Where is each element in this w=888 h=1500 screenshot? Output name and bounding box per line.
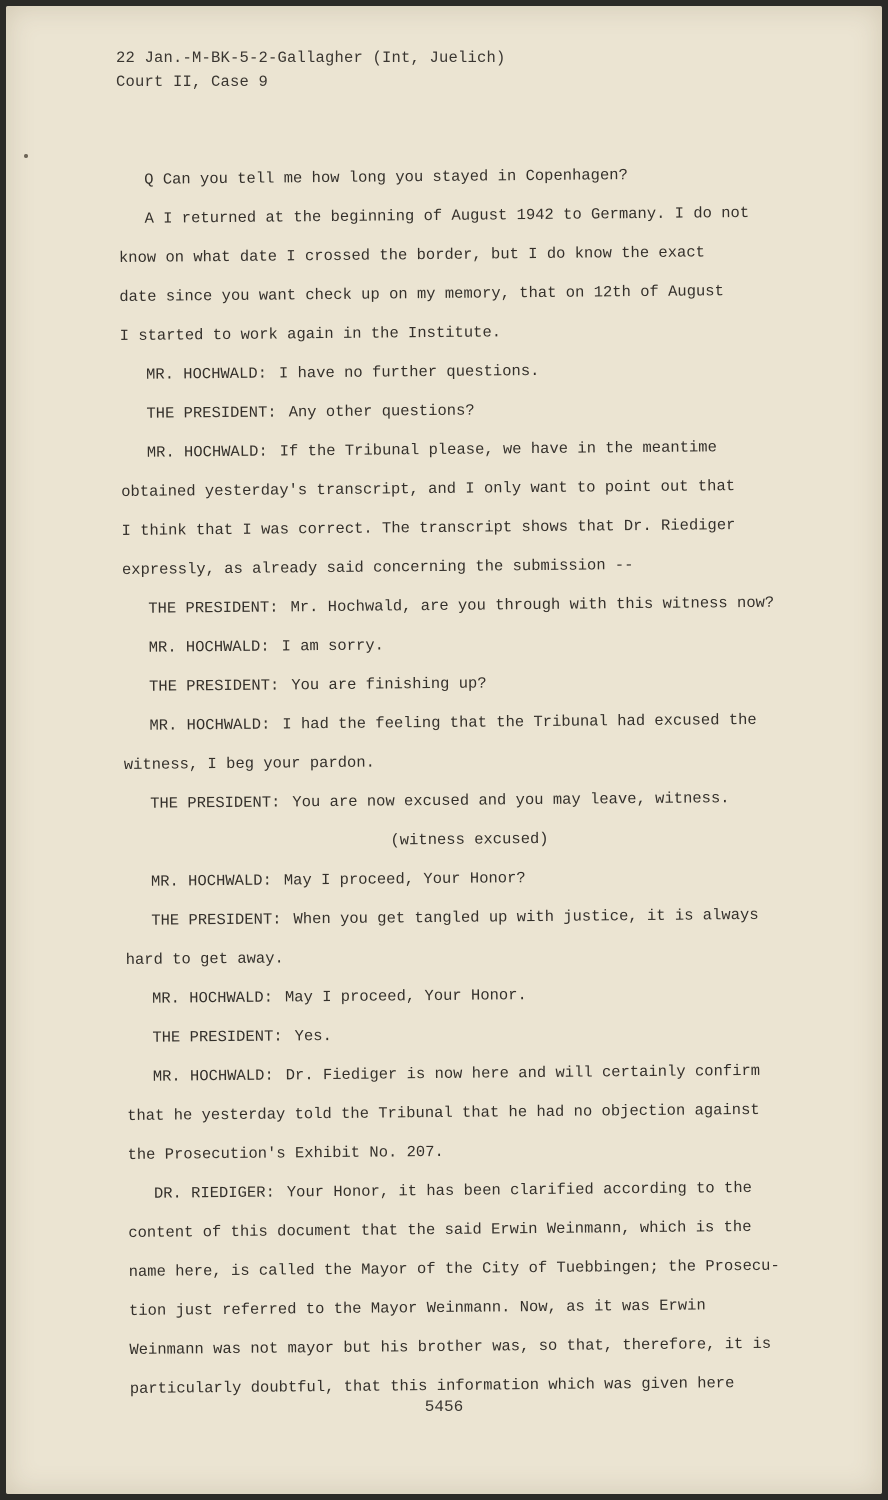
transcript-line — [121, 505, 811, 551]
line-text: expressly, as already said concerning the submission -- — [121, 556, 634, 579]
speaker-label: THE PRESIDENT: — [150, 793, 281, 813]
transcript-line — [125, 856, 815, 902]
line-text: I am sorry. — [281, 636, 384, 656]
transcript-line — [122, 583, 812, 629]
transcript-line — [122, 544, 812, 590]
transcript-line — [129, 1285, 819, 1331]
document-header — [116, 46, 506, 94]
transcript-line — [127, 1090, 817, 1136]
transcript-line — [125, 934, 815, 980]
speaker-label: THE PRESIDENT: — [148, 676, 280, 696]
speaker-label: MR. HOCHWALD: — [146, 442, 268, 462]
transcript-line — [128, 1207, 818, 1253]
line-text: hard to get away. — [125, 949, 284, 969]
header-line-1: 22 Jan.-M-BK-5-2-Gallagher (Int, Juelich) — [116, 49, 506, 67]
transcript-line — [120, 388, 810, 434]
speaker-label: MR. HOCHWALD: — [149, 715, 271, 735]
line-text: Q Can you tell me how long you stayed in Copenhagen? — [144, 166, 628, 189]
transcript-line — [119, 310, 809, 356]
document-page — [6, 6, 882, 1494]
ink-speck — [24, 154, 28, 158]
line-text: name here, is called the Mayor of the City of Tuebbingen; the Prosecu- — [128, 1256, 780, 1281]
line-text: I had the feeling that the Tribunal had excused the — [282, 710, 757, 734]
line-text: A I returned at the beginning of August 1942 to Germany. I do not — [144, 203, 750, 228]
transcript-line — [120, 349, 810, 395]
transcript-line — [119, 232, 809, 278]
transcript-line — [118, 193, 808, 239]
stage-direction: (witness excused) — [390, 829, 549, 850]
transcript-line — [124, 739, 814, 785]
line-text: You are now excused and you may leave, witness. — [292, 789, 730, 812]
transcript-line — [123, 661, 813, 707]
speaker-label: MR. HOCHWALD: — [152, 1066, 274, 1086]
line-text: that he yesterday told the Tribunal that he had no objection against — [127, 1100, 760, 1125]
transcript-line — [119, 271, 809, 317]
line-text: If the Tribunal please, we have in the meantime — [279, 438, 717, 461]
speaker-label: THE PRESIDENT: — [151, 910, 282, 930]
line-text: date since you want check up on my memory, that on 12th of August — [119, 282, 724, 306]
speaker-label: MR. HOCHWALD: — [150, 871, 272, 891]
speaker-label: THE PRESIDENT: — [152, 1027, 283, 1047]
line-text: When you get tangled up with justice, it is always — [293, 905, 759, 929]
line-text: obtained yesterday's transcript, and I only want to point out that — [121, 477, 736, 501]
line-text: Dr. Fiediger is now here and will certainly confirm — [285, 1061, 761, 1085]
transcript-line — [118, 154, 808, 200]
line-text: the Prosecution's Exhibit No. 207. — [127, 1142, 444, 1164]
line-text: particularly doubtful, that this information which was given here — [129, 1374, 735, 1398]
speaker-label: MR. HOCHWALD: — [151, 988, 274, 1008]
line-text: You are finishing up? — [291, 674, 487, 695]
transcript-line — [128, 1168, 818, 1214]
transcript-body — [118, 154, 820, 1409]
transcript-line — [123, 700, 813, 746]
speaker-label: MR. HOCHWALD: — [145, 364, 268, 384]
transcript-line — [121, 427, 811, 473]
line-text: witness, I beg your pardon. — [123, 753, 376, 774]
page-number: 5456 — [424, 1398, 464, 1416]
line-text: I think that I was correct. The transcript shows that Dr. Riediger — [121, 516, 736, 540]
line-text: May I proceed, Your Honor? — [283, 869, 526, 890]
transcript-line — [122, 622, 812, 668]
line-text: Any other questions? — [288, 401, 475, 422]
transcript-line — [127, 1051, 817, 1097]
line-text: Weinmann was not mayor but his brother was, so that, therefore, it is — [129, 1334, 772, 1359]
line-text: tion just referred to the Mayor Weinmann. Now, as it was Erwin — [128, 1296, 706, 1320]
transcript-line — [127, 1129, 817, 1175]
transcript-line — [121, 466, 811, 512]
transcript-line — [124, 817, 814, 863]
line-text: I started to work again in the Institute. — [119, 323, 502, 345]
line-text: I have no further questions. — [278, 361, 540, 383]
speaker-label: THE PRESIDENT: — [148, 598, 279, 618]
line-text: Yes. — [294, 1026, 332, 1046]
transcript-line — [126, 1012, 816, 1058]
line-text: Mr. Hochwald, are you through with this witness now? — [290, 593, 775, 617]
speaker-label: DR. RIEDIGER: — [153, 1183, 275, 1203]
speaker-label: MR. HOCHWALD: — [148, 637, 270, 657]
transcript-line — [125, 895, 815, 941]
transcript-line — [126, 973, 816, 1019]
line-text: Your Honor, it has been clarified according to the — [286, 1178, 752, 1202]
transcript-line — [128, 1246, 818, 1292]
line-text: know on what date I crossed the border, but I do know the exact — [118, 243, 705, 267]
transcript-line — [124, 778, 814, 824]
line-text: May I proceed, Your Honor. — [284, 986, 527, 1007]
header-line-2: Court II, Case 9 — [116, 73, 269, 91]
speaker-label: THE PRESIDENT: — [146, 403, 277, 423]
transcript-line — [129, 1324, 819, 1370]
line-text: content of this document that the said Erwin Weinmann, which is the — [128, 1217, 752, 1242]
